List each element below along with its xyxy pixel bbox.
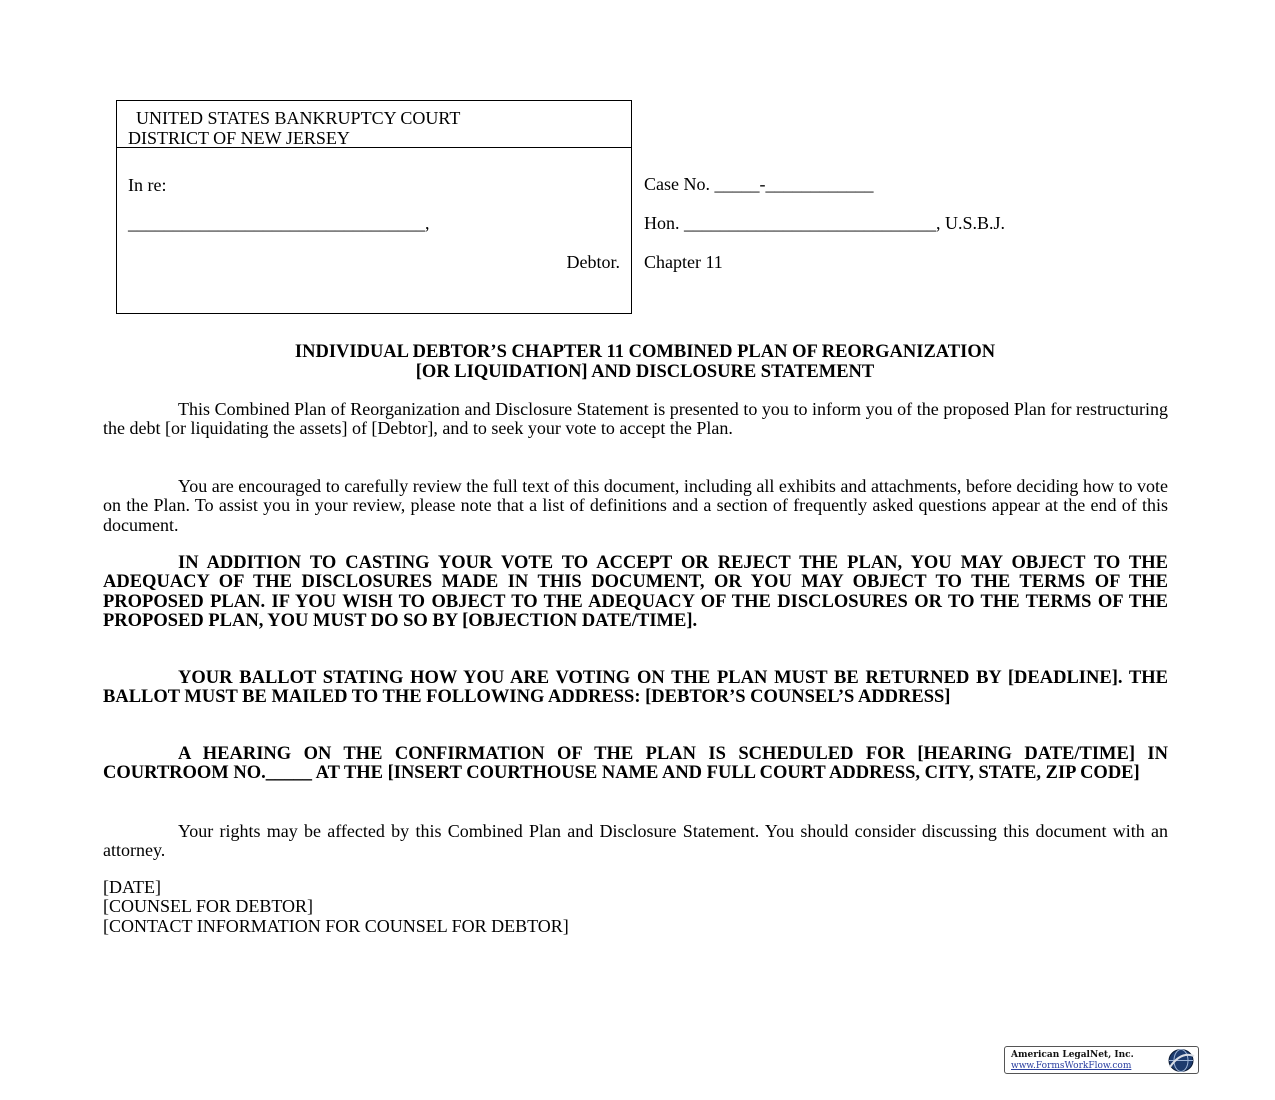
signature-date: [DATE]	[103, 877, 161, 897]
objection-paragraph: IN ADDITION TO CASTING YOUR VOTE TO ACCEPT OR REJECT THE PLAN, YOU MAY OBJECT TO THE ADEQUACY OF THE DISCLOSURES MADE IN THIS DOCUMENT, OR YOU MAY OBJECT TO THE TERMS OF THE PROPOSED PLAN. IF YOU WISH TO OBJECT TO THE ADEQUACY OF THE DISCLOSURES OR TO THE TERMS OF THE PROPOSED PLAN, YOU MUST DO SO BY [OBJECTION DATE/TIME].	[103, 553, 1168, 631]
case-number: Case No. _____-____________	[644, 174, 874, 194]
court-heading	[117, 101, 631, 148]
publisher-name: American LegalNet, Inc.	[1011, 1050, 1134, 1060]
signature-block	[103, 878, 569, 936]
title-line-1: INDIVIDUAL DEBTOR’S CHAPTER 11 COMBINED PLAN OF REORGANIZATION	[294, 342, 996, 362]
hearing-paragraph: A HEARING ON THE CONFIRMATION OF THE PLAN IS SCHEDULED FOR [HEARING DATE/TIME] IN COURTROOM NO._____ AT THE [INSERT COURTHOUSE NAME AND FULL COURT ADDRESS, CITY, STATE, ZIP CODE]	[103, 744, 1168, 784]
debtor-label: Debtor.	[566, 252, 620, 272]
court-name: UNITED STATES BANKRUPTCY COURT	[136, 108, 461, 128]
review-paragraph: You are encouraged to carefully review the full text of this document, including all exhibits and attachments, before deciding how to vote on the Plan. To assist you in your review, please note that a list of definitions and a section of frequently asked questions appear at the end of this document.	[103, 476, 1168, 535]
signature-contact: [CONTACT INFORMATION FOR COUNSEL FOR DEBTOR]	[103, 915, 569, 936]
publisher-link[interactable]: www.FormsWorkFlow.com	[1011, 1061, 1132, 1071]
in-re-label: In re:	[128, 175, 167, 195]
rights-paragraph: Your rights may be affected by this Combined Plan and Disclosure Statement. You should consider discussing this document with an attorney.	[103, 821, 1168, 861]
case-caption-box	[116, 100, 632, 314]
globe-logo-icon	[1164, 1048, 1196, 1073]
ballot-paragraph: YOUR BALLOT STATING HOW YOU ARE VOTING ON THE PLAN MUST BE RETURNED BY [DEADLINE]. THE BALLOT MUST BE MAILED TO THE FOLLOWING ADDRESS: [DEBTOR’S COUNSEL’S ADDRESS]	[103, 668, 1168, 708]
intro-paragraph: This Combined Plan of Reorganization and Disclosure Statement is presented to you to inform you of the proposed Plan for restructuring the debt [or liquidating the assets] of [Debtor], and to seek your vote to accept the Plan.	[103, 399, 1168, 439]
court-district: DISTRICT OF NEW JERSEY	[128, 128, 350, 148]
title-line-2: [OR LIQUIDATION] AND DISCLOSURE STATEMENT	[415, 362, 875, 382]
signature-counsel: [COUNSEL FOR DEBTOR]	[103, 896, 314, 917]
judge-line: Hon. ____________________________, U.S.B.J.	[644, 213, 1006, 233]
publisher-badge	[1004, 1046, 1199, 1074]
chapter-label: Chapter 11	[644, 252, 723, 272]
debtor-name-blank: _________________________________,	[128, 213, 430, 233]
document-title	[100, 342, 1190, 382]
